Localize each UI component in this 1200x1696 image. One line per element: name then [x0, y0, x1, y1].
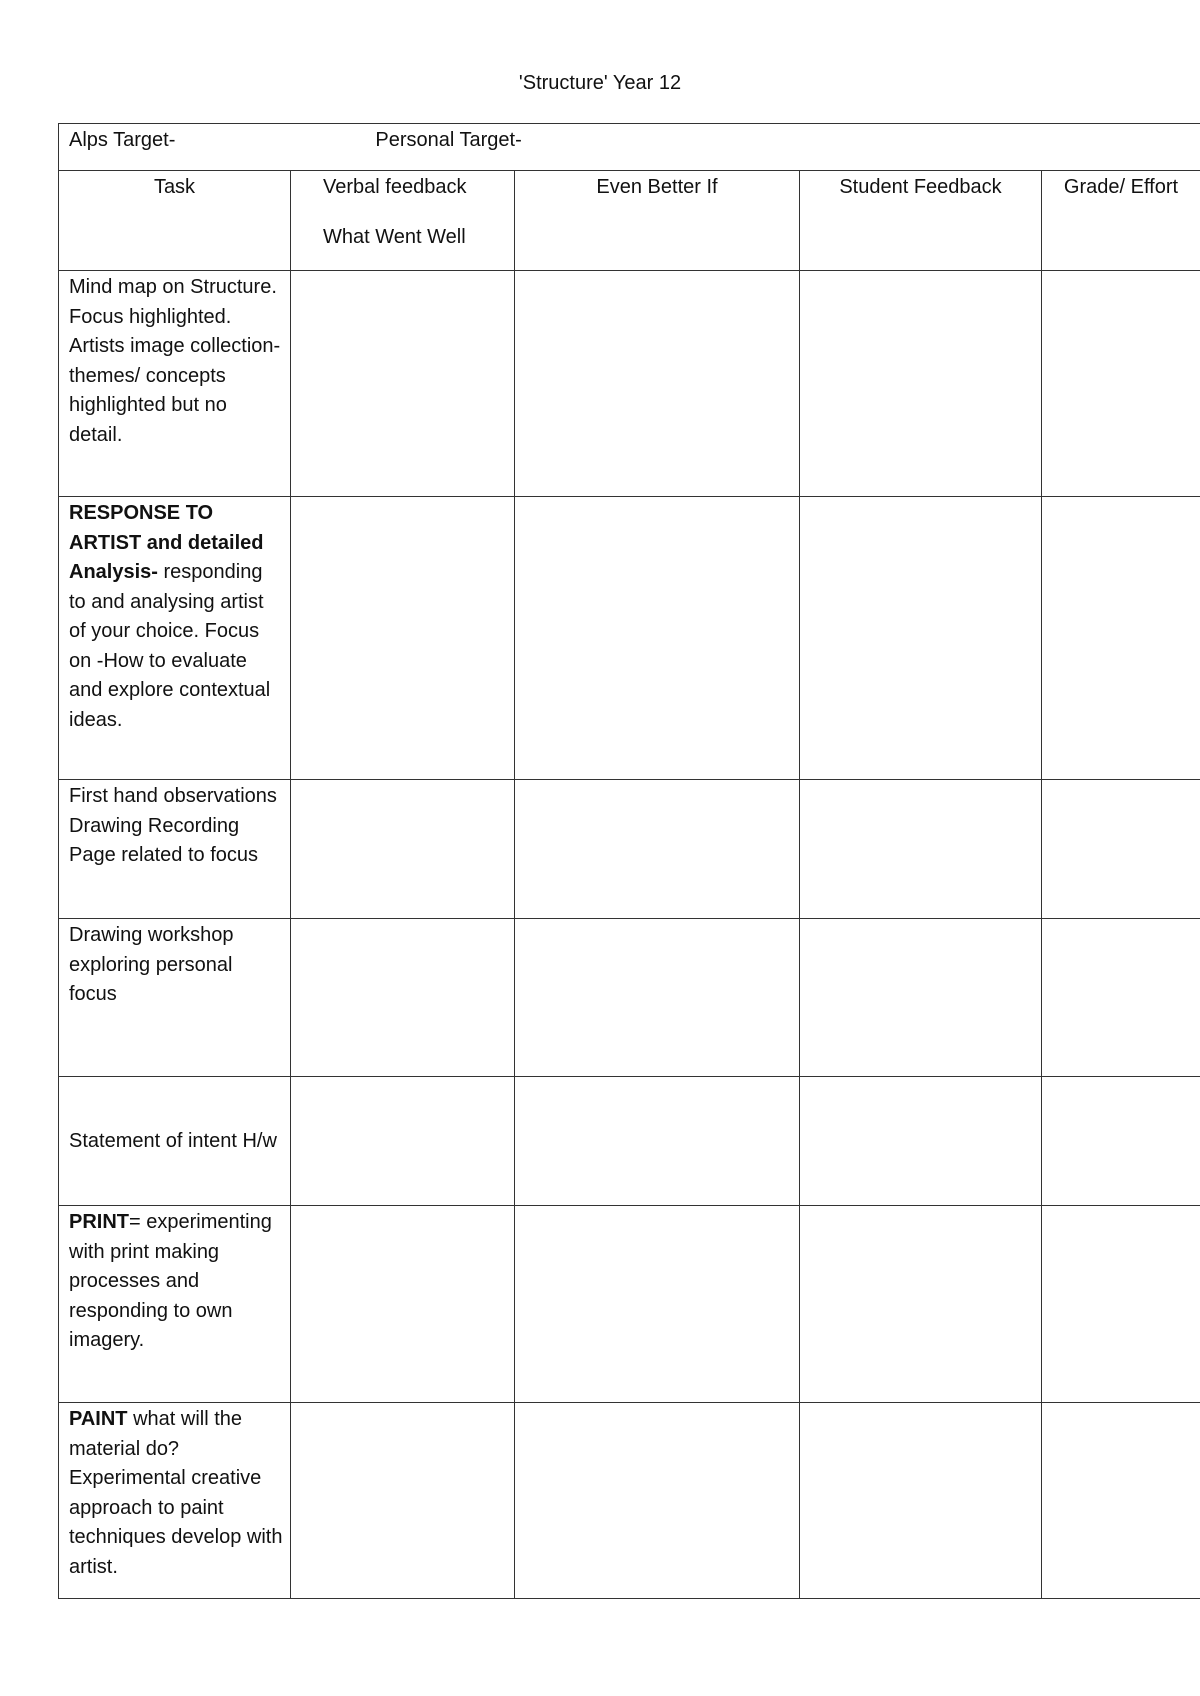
task-cell [59, 1403, 291, 1599]
verbal-feedback-cell [291, 780, 515, 919]
verbal-feedback-cell [291, 1403, 515, 1599]
header-verbal-feedback [291, 171, 515, 271]
header-verbal-feedback-label: Verbal feedback [323, 176, 467, 198]
grade-effort-cell [1042, 919, 1200, 1077]
even-better-if-cell [515, 919, 800, 1077]
verbal-feedback-cell [291, 919, 515, 1077]
task-text: what will the material do? Experimental creative approach to paint techniques develop with artist. [69, 1408, 283, 1578]
table-row [59, 1403, 1200, 1599]
verbal-feedback-cell [291, 271, 515, 497]
task-text: responding to and analysing artist of your choice. Focus on -How to evaluate and explore contextual ideas. [69, 561, 271, 731]
even-better-if-cell [515, 1077, 800, 1206]
task-bold-text: PAINT [69, 1408, 128, 1430]
student-feedback-cell [800, 1206, 1042, 1403]
task-bold-text: PRINT [69, 1211, 129, 1233]
verbal-feedback-cell [291, 1206, 515, 1403]
grade-effort-cell [1042, 497, 1200, 780]
grade-effort-cell [1042, 1206, 1200, 1403]
header-even-better-if: Even Better If [515, 171, 800, 271]
grade-effort-cell [1042, 780, 1200, 919]
header-student-feedback: Student Feedback [800, 171, 1042, 271]
grade-effort-cell [1042, 1077, 1200, 1206]
header-row [59, 171, 1200, 271]
table-row [59, 919, 1200, 1077]
header-what-went-well: What Went Well [323, 225, 466, 248]
verbal-feedback-cell [291, 497, 515, 780]
student-feedback-cell [800, 497, 1042, 780]
student-feedback-cell [800, 780, 1042, 919]
task-text: Drawing workshop exploring personal focus [69, 924, 234, 1005]
table-row [59, 1077, 1200, 1206]
targets-row [59, 124, 1200, 171]
task-cell [59, 1077, 291, 1206]
alps-target-label: Alps Target- [69, 129, 176, 151]
task-cell [59, 919, 291, 1077]
header-grade-effort: Grade/ Effort [1042, 171, 1200, 271]
personal-target-label: Personal Target- [375, 129, 522, 151]
student-feedback-cell [800, 271, 1042, 497]
verbal-feedback-cell [291, 1077, 515, 1206]
task-cell [59, 271, 291, 497]
table-row [59, 1206, 1200, 1403]
task-text: = experimenting with print making processes and responding to own imagery. [69, 1211, 272, 1351]
task-text: First hand observations Drawing Recording Page related to focus [69, 785, 277, 866]
table-row [59, 780, 1200, 919]
table-row [59, 497, 1200, 780]
task-cell [59, 497, 291, 780]
student-feedback-cell [800, 1403, 1042, 1599]
task-text: Statement of intent H/w [69, 1130, 277, 1152]
header-task: Task [59, 171, 291, 271]
table-row [59, 271, 1200, 497]
task-cell [59, 1206, 291, 1403]
even-better-if-cell [515, 1403, 800, 1599]
even-better-if-cell [515, 497, 800, 780]
grade-effort-cell [1042, 271, 1200, 497]
even-better-if-cell [515, 780, 800, 919]
student-feedback-cell [800, 919, 1042, 1077]
grade-effort-cell [1042, 1403, 1200, 1599]
task-bold-text: RESPONSE TO ARTIST and detailed Analysis- [69, 502, 264, 583]
feedback-table [58, 123, 1200, 1599]
targets-cell [59, 124, 1200, 171]
even-better-if-cell [515, 1206, 800, 1403]
student-feedback-cell [800, 1077, 1042, 1206]
task-cell [59, 780, 291, 919]
even-better-if-cell [515, 271, 800, 497]
task-text: Mind map on Structure. Focus highlighted. Artists image collection- themes/ concepts highlighted but no detail. [69, 276, 281, 446]
page-title: 'Structure' Year 12 [518, 72, 682, 94]
